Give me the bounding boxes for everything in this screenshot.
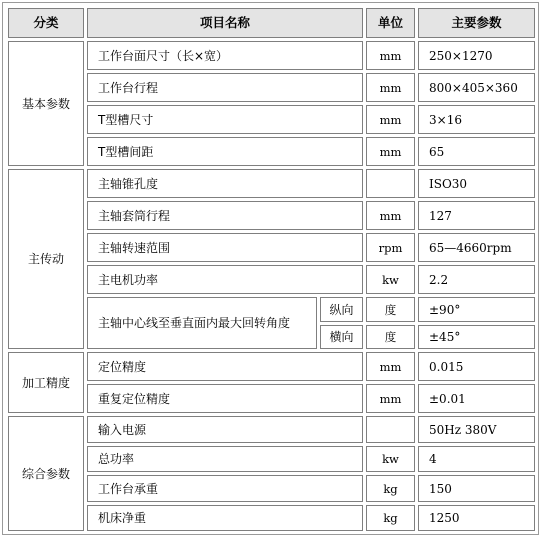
row-name: 工作台行程 [87,73,363,102]
row-unit: kw [366,265,415,294]
row-value: ±0.01 [418,384,535,413]
row-name: 机床净重 [87,505,363,531]
row-unit: mm [366,201,415,230]
row-value: 250×1270 [418,41,535,70]
row-name: 主轴锥孔度 [87,169,363,198]
row-name: 工作台承重 [87,475,363,502]
row-value: 0.015 [418,352,535,381]
row-name: 工作台面尺寸（长×宽） [87,41,363,70]
header-category: 分类 [8,8,84,38]
row-name: 主轴套筒行程 [87,201,363,230]
rotation-value: ±90° [418,297,535,322]
rotation-dir: 横向 [320,325,363,349]
row-name: 主电机功率 [87,265,363,294]
group-basic: 基本参数 [8,41,84,166]
rotation-unit: 度 [366,325,415,349]
row-value: 1250 [418,505,535,531]
row-name: 主轴转速范围 [87,233,363,262]
row-unit: kg [366,475,415,502]
rotation-name: 主轴中心线至垂直面内最大回转角度 [87,297,317,349]
row-unit: rpm [366,233,415,262]
row-value: 4 [418,446,535,472]
row-value: 3×16 [418,105,535,134]
row-unit: mm [366,41,415,70]
row-unit: mm [366,105,415,134]
row-unit: mm [366,137,415,166]
row-value: 65 [418,137,535,166]
group-general: 综合参数 [8,416,84,531]
row-unit [366,416,415,443]
rotation-value: ±45° [418,325,535,349]
row-name: T型槽间距 [87,137,363,166]
row-name: T型槽尺寸 [87,105,363,134]
group-precision: 加工精度 [8,352,84,413]
row-value: ISO30 [418,169,535,198]
row-unit: mm [366,73,415,102]
row-unit [366,169,415,198]
row-name: 定位精度 [87,352,363,381]
row-value: 150 [418,475,535,502]
spec-table [2,2,539,535]
row-unit: kw [366,446,415,472]
header-item: 项目名称 [87,8,363,38]
rotation-dir: 纵向 [320,297,363,322]
row-value: 2.2 [418,265,535,294]
row-value: 800×405×360 [418,73,535,102]
group-drive: 主传动 [8,169,84,349]
row-value: 65—4660rpm [418,233,535,262]
row-name: 总功率 [87,446,363,472]
rotation-unit: 度 [366,297,415,322]
header-value: 主要参数 [418,8,535,38]
row-unit: kg [366,505,415,531]
row-unit: mm [366,352,415,381]
header-unit: 单位 [366,8,415,38]
row-name: 重复定位精度 [87,384,363,413]
row-value: 50Hz 380V [418,416,535,443]
row-name: 输入电源 [87,416,363,443]
row-value: 127 [418,201,535,230]
row-unit: mm [366,384,415,413]
